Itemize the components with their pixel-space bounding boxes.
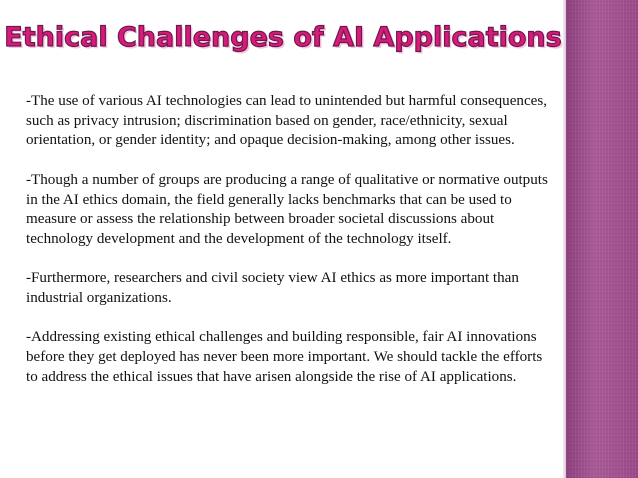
- paragraph-lack-of-benchmarks: -Though a number of groups are producing a range of qualitative or normative outputs in the AI ethics domain, the field generally lacks benchmarks that can be used to measure or assess the relationship between broader societal discussions about technology development and the development of the technology itself.: [26, 171, 548, 247]
- paragraph-unintended-consequences: -The use of various AI technologies can lead to unintended but harmful consequences, such as privacy intrusion; discrimination based on gender, race/ethnicity, sexual orientation, or gender identity; and opaque decision-making, among other issues.: [26, 93, 547, 149]
- slide-body: [26, 92, 556, 407]
- decorative-sidebar: [566, 0, 638, 478]
- paragraph-addressing-challenges: -Addressing existing ethical challenges and building responsible, fair AI innovations before they get deployed has never been more important. We should tackle the efforts to address the ethical issues that have arisen alongside the rise of AI applications.: [26, 329, 543, 385]
- paragraph-importance-views: -Furthermore, researchers and civil society view AI ethics as more important than industrial organizations.: [26, 270, 519, 306]
- slide-title: Ethical Challenges of AI Applications: [4, 22, 562, 53]
